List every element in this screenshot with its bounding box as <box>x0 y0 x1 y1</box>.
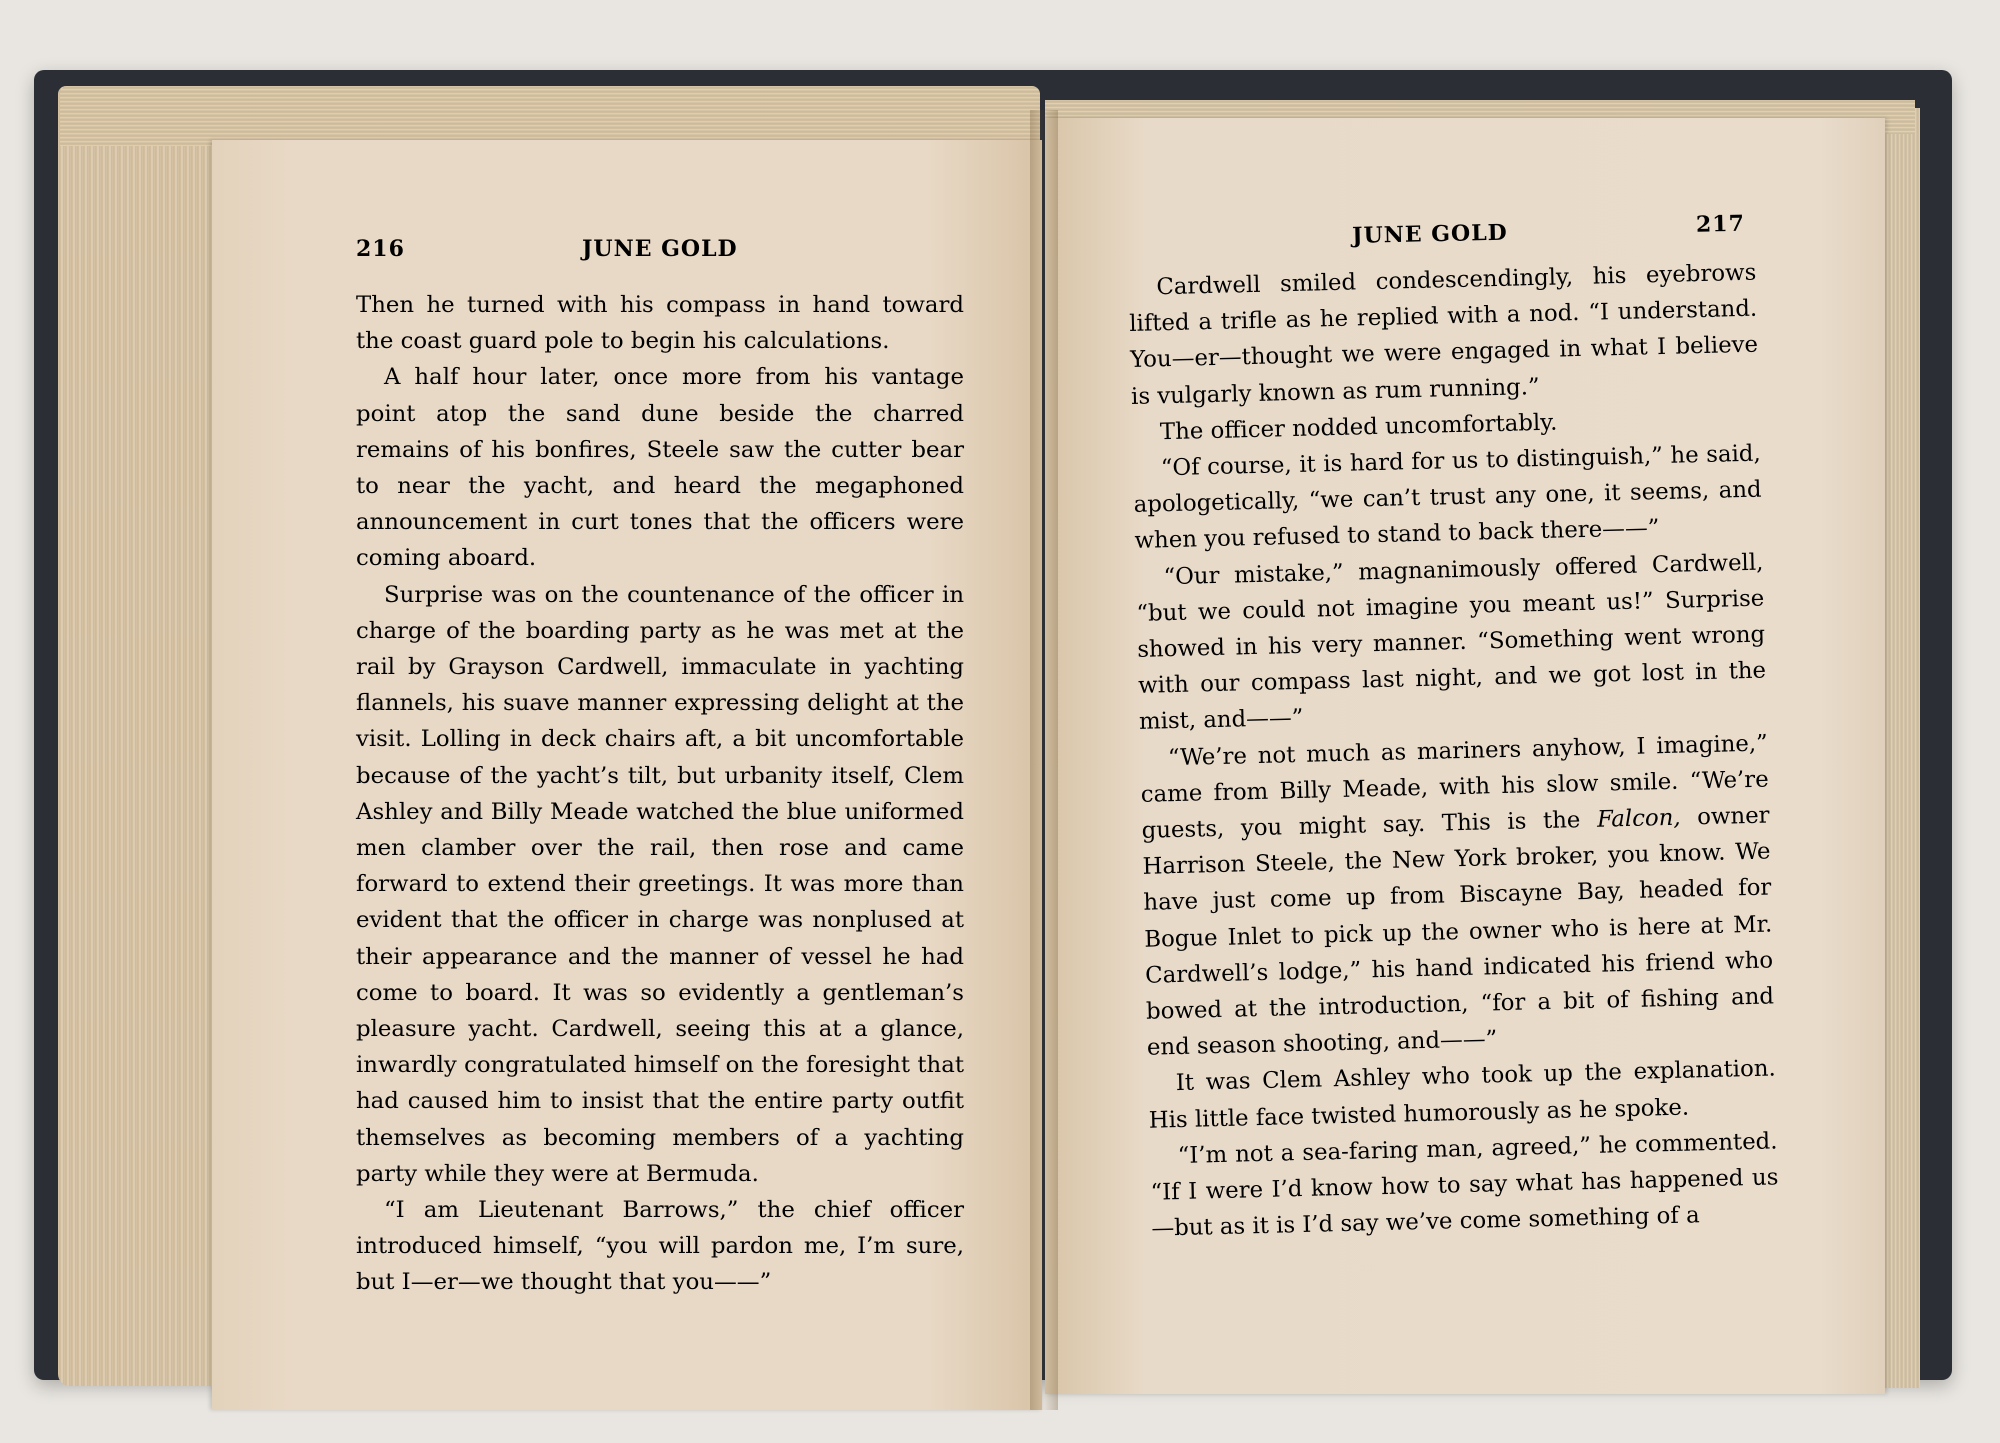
right-paragraph-5-start: “We’re not much as mariners anyhow, I imagine,” came from Billy Meade, with his slow smile. “We’re guests, you might say. This is the <box>1140 730 1769 844</box>
right-paragraph-5-end: owner Harrison Steele, the New York broker, you know. We have just come up from Biscayne Bay, headed for Bogue Inlet to pick up the owner who is here at Mr. Cardwell’s lodge,” his hand indicated his friend who bowed at the introduction, “for a bit of fishing and end season shooting, and——” <box>1142 802 1775 1062</box>
left-paragraph-2: A half hour later, once more from his vantage point atop the sand dune beside the charred remains of his bonfires, Steele saw the cutter bear to near the yacht, and heard the megaphoned announcement in curt tones that the officers were coming aboard. <box>356 364 964 572</box>
right-paragraph-1: Cardwell smiled condescendingly, his eyebrows lifted a trifle as he replied with a nod. “I understand. You—er—thought we were engaged in what I believe is vulgarly known as rum running.” <box>1129 259 1759 410</box>
right-paragraph-3: “Of course, it is hard for us to distinguish,” he said, apologetically, “we can’t trust any one, it seems, and when you refused to stand to back there——” <box>1133 440 1762 555</box>
right-paragraph-7: “I’m not a sea-faring man, agreed,” he commented. “If I were I’d know how to say what has happened us—but as it is I’d say we’ve come something of a <box>1150 1128 1779 1242</box>
right-paragraph-2: The officer nodded uncomfortably. <box>1159 409 1558 446</box>
left-page-number: 216 <box>356 236 405 262</box>
left-paragraph-4: “I am Lieutenant Barrows,” the chief officer introduced himself, “you will pardon me, I’m sure, but I—er—we thought that you——” <box>356 1197 964 1296</box>
right-paragraph-5 <box>1139 725 1775 1066</box>
right-page-text <box>1128 255 1780 1248</box>
book-gutter <box>1030 110 1058 1410</box>
right-running-head: JUNE GOLD <box>1351 219 1509 249</box>
right-paragraph-6: It was Clem Ashley who took up the explanation. His little face twisted humorously as he spoke. <box>1148 1055 1777 1134</box>
left-paragraph-3: Surprise was on the countenance of the officer in charge of the boarding party as he was met at the rail by Grayson Cardwell, immaculate in yachting flannels, his suave manner expressing delight at the visit. Lolling in deck chairs aft, a bit uncomfortable because of the yacht’s tilt, but urbanity itself, Clem Ashley and Billy Meade watched the blue uniformed men clamber over the rail, then rose and came forward to extend their greetings. It was more than evident that the officer in charge was nonplused at their appearance and the manner of vessel he had come to board. It was so evidently a gentleman’s pleasure yacht. Cardwell, seeing this at a glance, inwardly congratulated himself on the foresight that had caused him to insist that the entire party outfit themselves as becoming members of a yachting party while they were at Bermuda. <box>356 581 964 1187</box>
page-edges-top-left <box>60 86 1040 146</box>
left-page-text <box>356 287 964 1301</box>
right-paragraph-4: “Our mistake,” magnanimously offered Cardwell, “but we could not imagine you meant us!” Surprise showed in his very manner. “Something went wrong with our compass last night, and we got lost in the mist, and——” <box>1136 549 1767 736</box>
right-page-number: 217 <box>1695 210 1746 238</box>
page-edges-left <box>58 86 228 1386</box>
left-paragraph-1: Then he turned with his compass in hand toward the coast guard pole to begin his calculations. <box>356 292 964 355</box>
yacht-name: Falcon, <box>1596 804 1681 833</box>
left-running-head: JUNE GOLD <box>582 236 738 262</box>
